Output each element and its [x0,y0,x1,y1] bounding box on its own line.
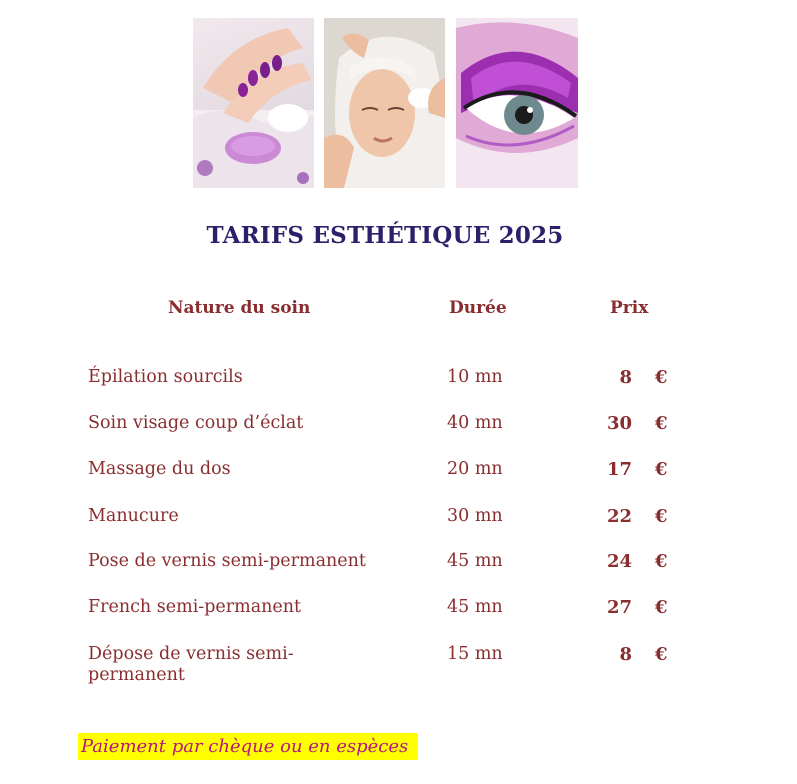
soin-duree: 15 mn [447,644,503,664]
soin-duree: 30 mn [447,506,503,526]
currency-symbol: € [655,644,668,665]
soin-name: Massage du dos [88,459,231,479]
soin-prix: 24 [606,551,632,572]
soin-prix: 8 [619,644,632,665]
soin-name: Pose de vernis semi-permanent [88,551,366,571]
soin-prix: 22 [606,506,632,527]
currency-symbol: € [655,367,668,388]
header-prix: Prix [610,298,649,318]
soin-prix: 17 [606,459,632,480]
currency-symbol: € [655,597,668,618]
currency-symbol: € [655,506,668,527]
table-row [0,597,797,637]
soin-duree: 40 mn [447,413,503,433]
table-row [0,551,797,591]
page-title: TARIFS ESTHÉTIQUE 2025 [206,222,564,249]
table-row [0,367,797,407]
soin-duree: 10 mn [447,367,503,387]
table-row [0,644,797,690]
currency-symbol: € [655,551,668,572]
soin-name: Soin visage coup d’éclat [88,413,304,433]
header-nature-du-soin: Nature du soin [168,298,311,318]
soin-name: French semi-permanent [88,597,302,617]
table-row [0,459,797,499]
soin-duree: 20 mn [447,459,503,479]
table-row [0,413,797,453]
currency-symbol: € [655,459,668,480]
soin-duree: 45 mn [447,551,503,571]
soin-prix: 8 [619,367,632,388]
soin-name: Manucure [88,506,179,526]
soin-duree: 45 mn [447,597,503,617]
soin-name: Épilation sourcils [88,367,243,387]
facial-treatment-photo [324,18,445,188]
currency-symbol: € [655,413,668,434]
soin-prix: 27 [606,597,632,618]
eye-makeup-photo [456,18,578,188]
nail-care-photo [193,18,314,188]
soin-prix: 30 [606,413,632,434]
table-row [0,506,797,546]
photo-strip [193,18,578,188]
header-duree: Durée [449,298,507,318]
soin-name: Dépose de vernis semi-permanent [88,644,294,685]
payment-note: Paiement par chèque ou en espèces [78,733,418,760]
